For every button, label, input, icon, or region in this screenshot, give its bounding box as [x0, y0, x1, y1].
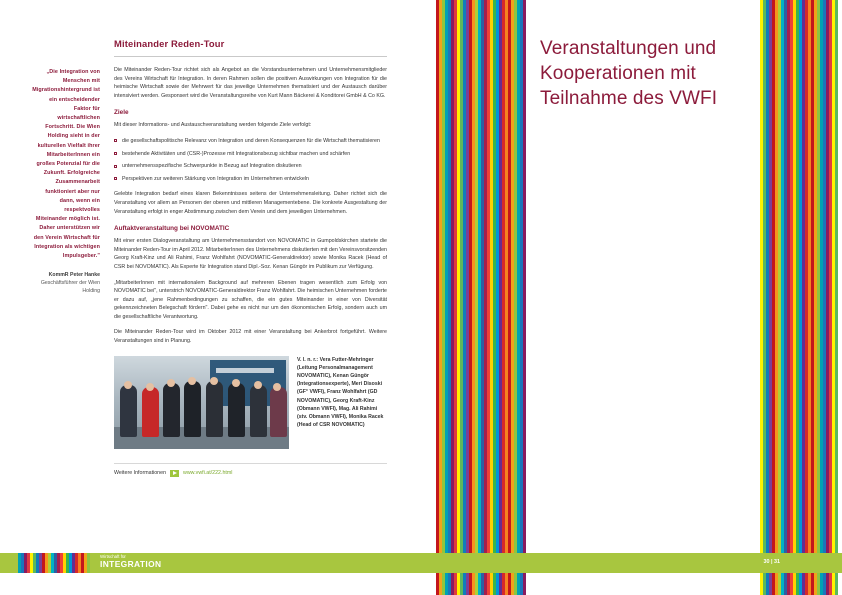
decorative-stripe-band-right	[760, 0, 838, 595]
photo-person-head	[124, 381, 132, 389]
article-intro-paragraph: Die Miteinander Reden-Tour richtet sich als Angebot an die Vorstandsunternehmen und Unternehmensmitglieder des Vereins Wirtschaft für Integration. In deren Rahmen sollen die positiven Auswirkungen von Integration für die heimische Wirtschaft sowie der Mehrwert für das jeweilige Unternehmen thematisiert und der Austausch darüber intensiviert werden. Gesponsert wird die Veranstaltungsreihe von Kurt Mann Bäckerei & Konditorei GmbH & Co KG.	[114, 67, 387, 99]
photo-person-head	[210, 377, 218, 385]
auftakt-paragraph-1: Mit einer ersten Dialogveranstaltung am Unternehmensstandort von NOVOMATIC in Gumpoldskirchen startete die Miteinander Reden-Tour im April 2012. MitarbeiterInnen des Unternehmens diskutierten mit den Vereinsvorsitzenden Georg Kraft-Kinz und Ali Rahimi, Franz Wohlfahrt (NOVOMATIC-Generaldirektor) sowie Monika Racek (Head of CSR bei NOVOMATIC). Als Experte für Integration stand Dipl.-Soz. Kenan Güngör im Publikum zur Verfügung.	[114, 238, 387, 270]
footer-stripe-band	[18, 553, 90, 573]
photo-with-caption	[114, 356, 387, 449]
photo-person	[250, 385, 267, 437]
pull-quote-text: „Die Integration von Menschen mit Migrationshintergrund ist ein entscheidender Faktor für wirtschaftlichen Fortschritt. Die Wien Holding sieht in der kulturellen Vielfalt ihrer MitarbeiterInnen ein großes Potenzial für die Zukunft. Erfolgreiche Zusammenarbeit funktioniert aber nur dann, wenn ein respektvolles Miteinander möglich ist. Daher unterstützen wir den Verein Wirtschaft für Integration als wichtigen Impulsgeber."	[32, 69, 100, 260]
stripe-bar	[835, 0, 838, 595]
section-heading-ziele: Ziele	[114, 109, 129, 117]
section-heading-auftaktveranstaltung: Auftaktveranstaltung bei NOVOMATIC	[114, 225, 230, 233]
list-item: bestehende Aktivitäten und (CSR-)Prozesse mit Integrationsbezug sichtbar machen und schärfen	[114, 150, 387, 159]
footer-logo	[100, 555, 161, 569]
photo-person-head	[254, 381, 262, 389]
list-item: unternehmensspezifische Schwerpunkte in Bezug auf Integration diskutieren	[114, 162, 387, 171]
footer-logo-big-text: INTEGRATION	[100, 559, 162, 570]
photo-person	[142, 387, 159, 437]
photo-person	[163, 383, 180, 437]
auftakt-paragraph-2: „MitarbeiterInnen mit internationalem Background auf mehreren Ebenen tragen wesentlich zum Erfolg von NOVOMATIC bei", unterstrich NOVOMATIC-Generaldirektor Franz Wohlfahrt. Die heimischen Unternehmen forderte er dazu auf, „jene Rahmenbedingungen zu schaffen, die ein gutes Miteinander in einer von Diversität gekennzeichneten Belegschaft fördern". Dabei gehe es nicht nur um den ökonomischen Erfolg, sondern auch um die gesellschaftliche Verantwortung.	[114, 279, 387, 320]
stripe-bar	[87, 553, 90, 573]
pull-quote-role: Geschäftsführer der Wien Holding	[40, 280, 100, 295]
photo-caption: V. l. n. r.: Vera Futter-Mehringer (Leitung Personalmanagement NOVOMATIC), Kenan Güngör (Integrationsexperte), Meri Disoski (GF° VWFI), Franz Wohlfahrt (GD NOVOMATIC), Georg Kraft-Kinz (Obmann VWFI), Mag. Ali Rahimi (stv. Obmann VWFI), Monika Racek (Head of CSR NOVOMATIC)	[297, 356, 384, 429]
stripe-bar	[523, 0, 526, 595]
photo-person-head	[232, 379, 240, 387]
page-footer	[0, 553, 842, 573]
photo-person	[270, 387, 287, 437]
more-info-link[interactable]: www.vwfi.at/222.html	[183, 470, 233, 477]
photo-person	[206, 381, 223, 437]
photo-person	[120, 385, 137, 437]
page-number: 30 | 31	[763, 559, 780, 565]
goals-list	[114, 137, 387, 183]
article-column	[114, 38, 387, 477]
auftakt-paragraph-3: Die Miteinander Reden-Tour wird im Oktober 2012 mit einer Veranstaltung bei Ankerbrot fortgeführt. Weitere Veranstaltungen sind in Planung.	[114, 329, 387, 345]
footer-logo-small-text: Wirtschaft für	[100, 554, 126, 559]
photo-person-head	[167, 379, 175, 387]
title-divider	[114, 56, 387, 57]
hero-section	[540, 36, 758, 111]
list-item: die gesellschaftspolitische Relevanz von Integration und deren Konsequenzen für die Wirtschaft thematisieren	[114, 137, 387, 146]
photo-person	[184, 381, 201, 437]
photo-person-head	[188, 377, 196, 385]
more-information-row	[114, 463, 387, 477]
article-title: Miteinander Reden-Tour	[114, 38, 225, 49]
list-item: Perspektiven zur weiteren Stärkung von Integration im Unternehmen entwickeln	[114, 175, 387, 184]
decorative-stripe-band-center	[436, 0, 526, 595]
photo-person	[228, 383, 245, 437]
photo-person-head	[146, 383, 154, 391]
section-closing-ziele: Gelebte Integration bedarf eines klaren Bekenntnisses seitens der Unternehmensleitung. Daher richtet sich die Veranstaltung vor allem an Personen der oberen und mittleren Managementebene. Die konkrete Ausgestaltung der Veranstaltung erfolgt in enger Abstimmung zwischen dem Verein und dem jeweiligen Unternehmen.	[114, 191, 387, 215]
section-lead-ziele: Mit dieser Informations- und Austauschveranstaltung werden folgende Ziele verfolgt:	[114, 122, 312, 129]
more-info-label: Weitere Informationen	[114, 470, 167, 477]
event-photo	[114, 356, 289, 449]
hero-title: Veranstaltungen und Kooperationen mit Teilnahme des VWFI	[540, 38, 718, 109]
photo-person-head	[273, 383, 281, 391]
pull-quote-author: KommR Peter Hanke	[48, 272, 100, 279]
pull-quote-attribution	[32, 271, 100, 295]
arrow-right-icon	[170, 470, 179, 477]
pull-quote-column	[32, 68, 100, 295]
